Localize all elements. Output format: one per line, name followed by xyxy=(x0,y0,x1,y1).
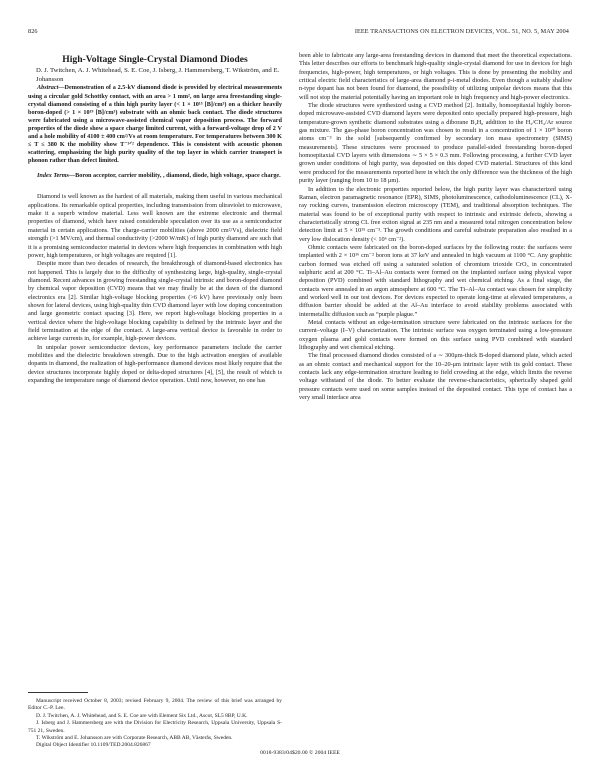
footnote: T. Wikström and E. Johansson are with Corporate Research, ABB AB, Västerås, Sweden. xyxy=(36,735,233,742)
body-paragraph: The diode structures were synthesized using a CVD method [2]. Initially, homoepitaxial highly boron-doped microwave-assisted CVD diamond layers were deposited onto specially prepared high-pressure, high temperature-grown synthetic diamond substrates using a diborane B₂H₆ addition to the H₂/CH₄/Ar source gas mixture. The gas-phase boron concentration was chosen to result in a concentration of 1 × 10²⁰ boron atoms cm⁻³ in the solid [subsequently confirmed by secondary ion mass spectrometry (SIMS) measurements]. These structures were processed to produce parallel-sided freestanding boron-doped homoepitaxial CVD layers with dimensions ∼ 5 × 5 × 0.3 mm. Following processing, a further CVD layer grown under conditions of high purity, was deposited on this doped CVD material. Structures of this kind were produced for the measurements reported here in which the only difference was the thickness of the high purity layer (ranging from 10 to 18 μm). xyxy=(299,102,572,185)
body-paragraph: The final processed diamond diodes consisted of a ∼ 300μm-thick B-doped diamond plate, which acted as an ohmic contact and mechanical support for the 10–20-μm intrinsic layer with its gold contact. These contacts lack any edge-termination structure leading to field crowding at the edge, which limits the reverse voltage withstand of the diode. To better evaluate the reverse-characteristics, spherically shaped gold pressure contacts were used on some samples instead of the deposited contact. This type of contact has a very small interface area xyxy=(299,352,572,402)
paper-title: High-Voltage Single-Crystal Diamond Diodes xyxy=(62,54,248,65)
abstract xyxy=(28,84,282,165)
abstract-text: Demonstration of a 2.5-kV diamond diode is provided by electrical measurements using a circular gold Schottky contact, with an area > 1 mm², on large area freestanding single-crystal diamond consisting of a thin high purity layer (< 1 × 10¹⁵ [B]/cm³) on a thicker heavily boron-doped (> 1 × 10¹⁹ [B]/cm³) substrate with an ohmic back contact. The diode structures were fabricated using a microwave-assisted chemical vapor deposition process. The forward properties of the diode show a space charge limited current, with a forward-voltage drop of 2 V and a hole mobility of 4100 ± 400 cm²/Vs at room temperature. For temperatures between 300 K ≤ T ≤ 380 K the mobility show T⁻³ᐟ² dependence. This is consistent with acoustic phonon scattering, emphasizing the high purity quality of the top layer in which carrier transport is phonon rather than defect limited. xyxy=(28,84,282,165)
index-terms-text: Boron acceptor, carrier mobility, , diamond, diode, high voltage, space charge. xyxy=(75,172,281,180)
footnote-doi: Digital Object Identifier 10.1109/TED.2004.826867 xyxy=(36,742,151,749)
footnote-rule xyxy=(28,692,88,693)
footnote: J. Isberg and J. Hammersberg are with the Division for Electricity Research, Uppsala University, Uppsala S-751 21, Sweden. xyxy=(28,720,282,734)
right-column xyxy=(299,52,572,402)
page-number: 826 xyxy=(28,28,38,35)
footnote: Manuscript received October 8, 2003; revised February 9, 2004. The review of this brief was arranged by Editor C.-P. Lee. xyxy=(28,698,282,712)
footnote: D. J. Twitchen, A. J. Whitehead, and S. E. Coe are with Element Six Ltd., Ascot, SL5 8BP, U.K. xyxy=(36,712,248,719)
body-paragraph: In addition to the electronic properties reported below, the high purity layer was characterized using Raman, electron paramagnetic resonance (EPR), SIMS, photoluminescence, cathodoluminescence (CL), X-ray rocking curves, transmission electron microscopy (TEM), and traditional absorption techniques. The material was found to be of exceptional purity with respect to intrinsic and extrinsic defects, showing a characteristically strong CL free exiton signal at 235 nm and a measured total nitrogen concentration below detection limit at 5 × 10¹⁵ cm⁻³. The growth conditions and careful substrate preparation also resulted in a very low dislocation density (< 10⁶ cm⁻²). xyxy=(299,185,572,243)
body-paragraph: Despite more than two decades of research, the breakthrough of diamond-based electronics has not happened. This is largely due to the difficulty of synthesizing large, high-quality, single-crystal diamond. Recent advances in growing freestanding single-crystal intrinsic and boron-doped diamond by chemical vapor deposition (CVD) means that we may finally be at the dawn of the diamond electronics era [2]. Similar high-voltage blocking properties (>6 kV) have previously only been shown for lateral devices, using high-quality thin CVD diamond layer with low doping concentration and large geometric contact spacing [3]. Here, we report high-voltage blocking properties in a vertical device where the high-voltage blocking capability is defined by the intrinsic layer and the field termination at the edge of the contact. A large-area vertical device is favorable in order to achieve large currents in, for example, high-power devices. xyxy=(28,260,282,343)
index-terms xyxy=(28,172,282,180)
abstract-label: Abstract— xyxy=(37,84,65,92)
index-terms-label: Index Terms— xyxy=(37,172,76,180)
copyright-footer: 0018-9383/04$20.00 © 2004 IEEE xyxy=(260,750,340,756)
footnotes xyxy=(28,692,282,750)
journal-header: IEEE TRANSACTIONS ON ELECTRON DEVICES, VOL. 51, NO. 5, MAY 2004 xyxy=(354,28,569,35)
body-paragraph: In unipolar power semiconductor devices, key performance parameters include the carrier mobilities and the dielectric breakdown strength. Due to the high activation energies of available dopants in diamond, the realization of high-performance diamond devices most likely require that the device structures incorporate highly doped or delta-doped structures [4], [5], the result of which is expanding the temperature range of diamond device operation. Until now, however, no one has xyxy=(28,343,282,384)
body-paragraph: Ohmic contacts were fabricated on the boron-doped surfaces by the following route: the surfaces were implanted with 2 × 10¹⁶ cm⁻² boron ions at 37 keV and annealed in high vacuum at 1100 °C. Any graphitic carbon formed was etched off using a saturated solution of chromium trioxide CrO₃ in concentrated sulphuric acid at 200 °C. Ti–Al–Au contacts were formed on the implanted surface using physical vapor deposition (PVD) combined with standard lithography and wet chemical etching. As a final stage, the contacts were annealed in an argon atmosphere at 600 °C. The Ti–Al–Au contact was chosen for simplicity and worked well in our test devices. For devices expected to operate long-time at elevated temperatures, a diffusion barrier should be added at the Al–Au interface to avoid stability problems associated with intermetallic diffusion such as “purple plague.” xyxy=(299,243,572,318)
body-paragraph: Metal contacts without an edge-termination structure were fabricated on the intrinsic surfaces for the current–voltage (I–V) characterization. The intrinsic surface was oxygen terminated using a low-pressure oxygen plasma and gold contacts were formed on this surface using PVD combined with standard lithography and wet chemical etching. xyxy=(299,319,572,352)
body-paragraph: been able to fabricate any large-area freestanding devices in diamond that meet the theoretical expectations. This letter describes our efforts to benchmark high-quality single-crystal diamond for use in devices for high frequencies, high-power, high temperatures, or high voltages. This is done by presenting the mobility and critical electric field characteristics of large-area diamond p-i-metal diodes. Even though a suitably shallow n-type dopant has not been found for diamond, the possibility of utilizing unipolar devices means that this will not stop the material potentially having an important role in high frequency and high-power electronics. xyxy=(299,52,572,101)
left-column xyxy=(28,54,282,385)
author-list: D. J. Twitchen, A. J. Whitehead, S. E. Coe, J. Isberg, J. Hammersberg, T. Wikström, and E. Johansson xyxy=(36,67,280,84)
body-paragraph: Diamond is well known as the hardest of all materials, making them useful in various mechanical applications. Its remarkable optical properties, including transmission from ultraviolet to microwave, make it a superb window material. Less well known are the extreme electronic and thermal properties of diamond, which have raised considerable speculation over its use as a semiconductor material in certain applications. The charge-carrier mobilities (above 2000 cm²/Vs), dielectric field strength (>1 MV/cm), and thermal conductivity (>2000 W/mK) of high purity diamond are such that it is a promising semiconductor material in devices where high frequencies in combination with high power, high temperatures, or high voltages are required [1]. xyxy=(28,193,282,259)
